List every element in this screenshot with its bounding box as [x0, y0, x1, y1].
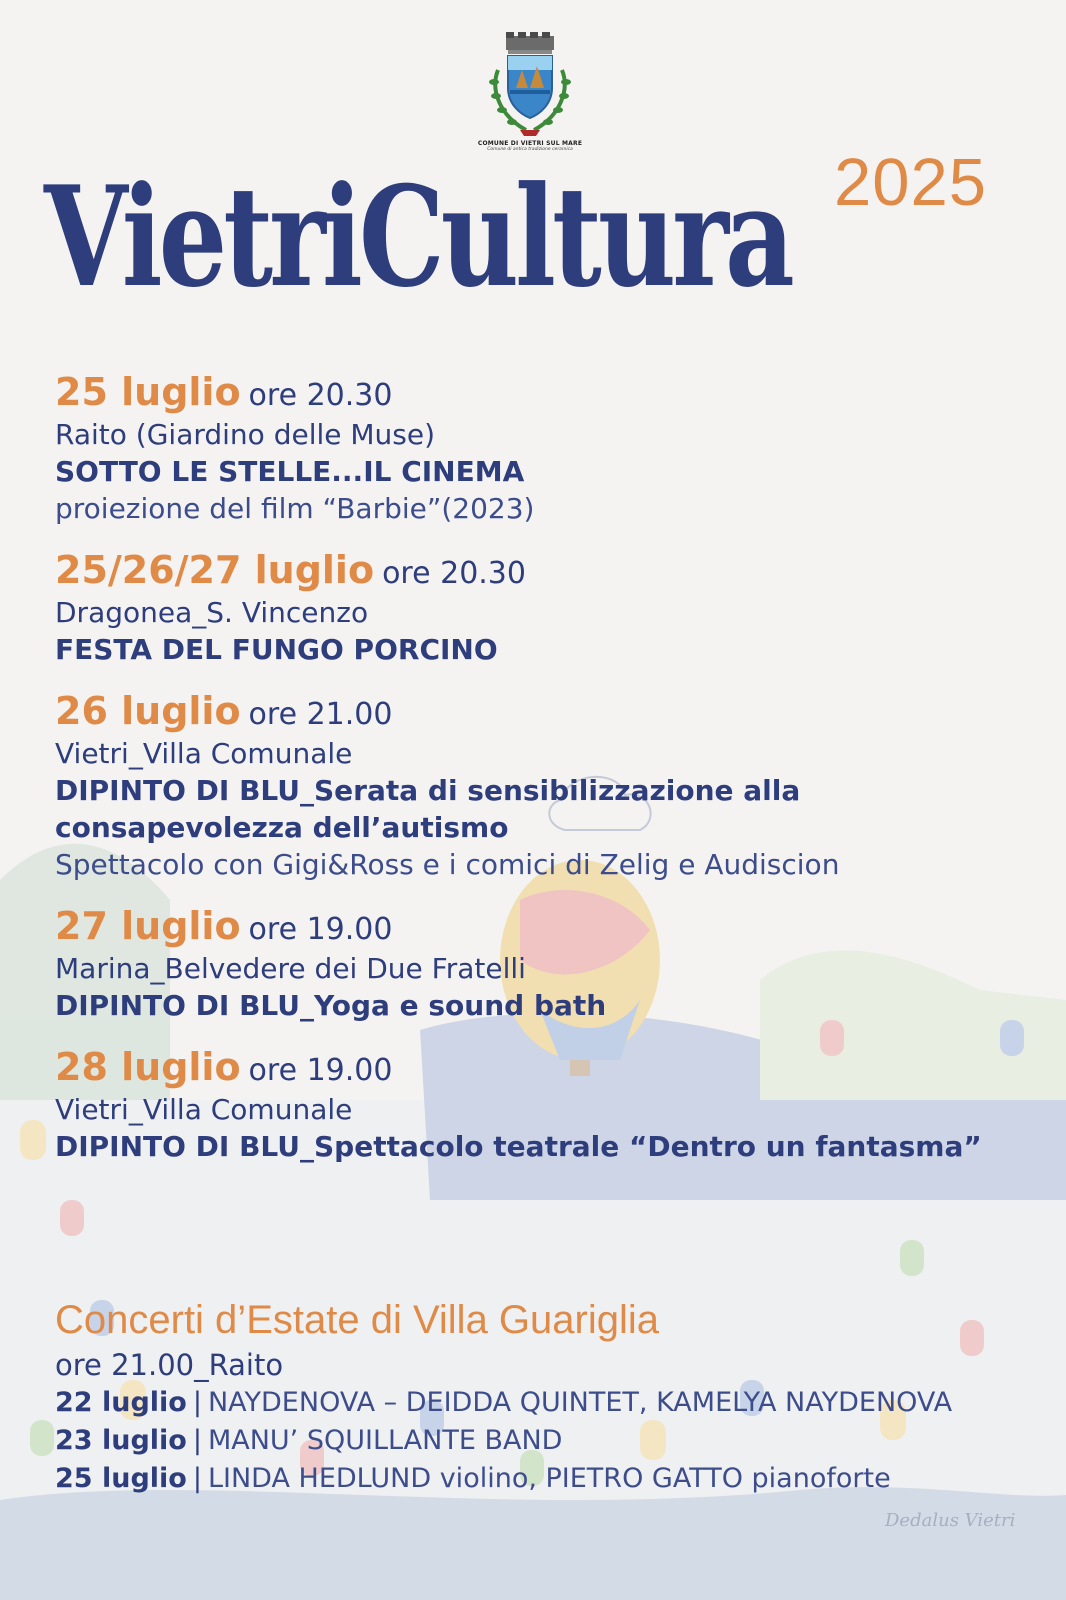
- concert-item: [55, 1422, 952, 1460]
- event-place: Raito (Giardino delle Muse): [55, 418, 436, 451]
- event-time: ore 19.00: [248, 1053, 393, 1088]
- crest-caption-line1: COMUNE DI VIETRI SUL MARE: [477, 140, 583, 147]
- event-item: [55, 902, 1045, 1024]
- concert-performer: LINDA HEDLUND violino, PIETRO GATTO pianoforte: [207, 1463, 891, 1494]
- event-title: DIPINTO DI BLU_Yoga e sound bath: [55, 989, 607, 1022]
- event-date: 27 luglio: [55, 904, 241, 948]
- event-date: 26 luglio: [55, 689, 241, 733]
- event-place: Vietri_Villa Comunale: [55, 1093, 353, 1126]
- event-item: [55, 687, 1045, 883]
- concerts-heading: Concerti d’Estate di Villa Guariglia: [55, 1298, 660, 1342]
- concert-separator: |: [192, 1425, 202, 1456]
- event-title: SOTTO LE STELLE...IL CINEMA: [55, 455, 525, 488]
- concert-date: 22 luglio: [55, 1387, 187, 1418]
- concert-item: [55, 1384, 952, 1422]
- crest-caption: [470, 140, 590, 152]
- year-label: 2025: [834, 145, 988, 220]
- event-title: DIPINTO DI BLU_Spettacolo teatrale “Dentro un fantasma”: [55, 1130, 982, 1163]
- concert-separator: |: [192, 1463, 202, 1494]
- concert-performer: MANU’ SQUILLANTE BAND: [207, 1425, 563, 1456]
- event-title: FESTA DEL FUNGO PORCINO: [55, 633, 498, 666]
- concerts-section: [55, 1294, 952, 1498]
- event-item: [55, 1043, 1045, 1165]
- event-time: ore 21.00: [248, 697, 393, 732]
- event-date: 25/26/27 luglio: [55, 548, 375, 592]
- event-item: [55, 368, 1045, 527]
- event-time: ore 19.00: [248, 912, 393, 947]
- event-description: proiezione del film “Barbie”(2023): [55, 492, 535, 525]
- crest-caption-line2: Comune di antica tradizione ceramica: [487, 147, 573, 152]
- brand-title: VietriCultura: [44, 155, 791, 318]
- crest-icon: [480, 30, 580, 152]
- event-description: Spettacolo con Gigi&Ross e i comici di Zelig e Audiscion: [55, 848, 840, 881]
- concert-date: 25 luglio: [55, 1463, 187, 1494]
- artist-signature: Dedalus Vietri: [885, 1510, 1016, 1531]
- concert-performer: NAYDENOVA – DEIDDA QUINTET, KAMELYA NAYDENOVA: [207, 1387, 953, 1418]
- event-date: 25 luglio: [55, 370, 241, 414]
- concert-separator: |: [192, 1387, 202, 1418]
- event-time: ore 20.30: [382, 556, 526, 591]
- event-title: DIPINTO DI BLU_Serata di sensibilizzazione alla consapevolezza dell’autismo: [55, 774, 801, 844]
- event-list: [55, 368, 1045, 1184]
- event-date: 28 luglio: [55, 1045, 241, 1089]
- event-place: Marina_Belvedere dei Due Fratelli: [55, 952, 526, 985]
- event-item: [55, 546, 1045, 668]
- event-time: ore 20.30: [248, 378, 393, 413]
- concert-item: [55, 1460, 952, 1498]
- event-place: Dragonea_S. Vincenzo: [55, 596, 369, 629]
- event-place: Vietri_Villa Comunale: [55, 737, 353, 770]
- concerts-subheading: ore 21.00_Raito: [55, 1348, 284, 1382]
- concert-date: 23 luglio: [55, 1425, 187, 1456]
